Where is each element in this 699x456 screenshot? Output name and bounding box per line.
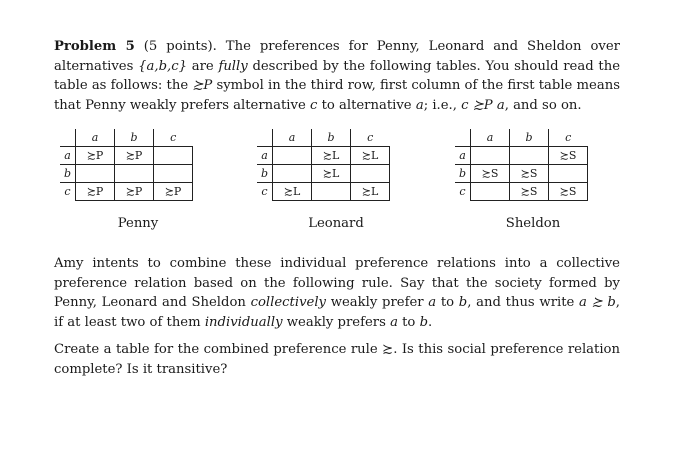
- emphasis-collectively: collectively: [250, 295, 326, 310]
- table-cell: [154, 183, 193, 201]
- intro-text: , and so on.: [504, 97, 582, 113]
- preference-symbol: ≿S: [520, 167, 538, 180]
- task-text: Create a table for the combined preference rule: [54, 342, 383, 357]
- table-cell: [351, 147, 390, 165]
- leonard-table: [257, 129, 390, 201]
- preference-symbol: ≿L: [361, 185, 379, 198]
- sheldon-table: [455, 129, 588, 201]
- row-header: a: [455, 147, 471, 165]
- preference-symbol: ≿S: [559, 185, 577, 198]
- emphasis-fully: fully: [218, 58, 248, 74]
- preference-symbol: ≿L: [322, 149, 340, 162]
- rule-text: weakly prefers: [282, 314, 391, 330]
- column-header: a: [76, 129, 115, 147]
- table-cell: [154, 165, 193, 183]
- column-header: b: [510, 129, 549, 147]
- table-cell: [115, 165, 154, 183]
- math-a: a: [390, 314, 398, 330]
- table-cell: [510, 183, 549, 201]
- table-cell: [273, 183, 312, 201]
- penny-table-caption: Penny: [117, 216, 159, 231]
- column-header: c: [351, 129, 390, 147]
- rule-text: .: [428, 314, 433, 330]
- intro-text: symbol in the third row, first column of the first table means that Penny weakly prefers alternative: [54, 78, 620, 113]
- table-cell: [471, 183, 510, 201]
- rule-paragraph: [54, 254, 620, 332]
- table-cell: [549, 165, 588, 183]
- column-header: a: [471, 129, 510, 147]
- table-cell: [154, 147, 193, 165]
- table-cell: [115, 183, 154, 201]
- table-cell: [76, 183, 115, 201]
- preference-symbol: ≿P: [125, 149, 143, 162]
- corner-cell: [257, 129, 273, 147]
- emphasis-individually: individually: [204, 314, 283, 330]
- rule-text: Amy intents to combine these individual preference relations into a collective preference relation based on the following rule. Say that the society formed by Penny, Leonard and Sheldon: [54, 256, 620, 310]
- table-cell: [312, 147, 351, 165]
- rule-text: to: [397, 314, 420, 330]
- row-header: a: [257, 147, 273, 165]
- intro-text: The preferences for Penny, Leonard and Sheldon over alternatives: [54, 39, 620, 74]
- row-header: b: [60, 165, 76, 183]
- math-b: b: [458, 295, 468, 310]
- column-header: c: [549, 129, 588, 147]
- table-cell: [273, 165, 312, 183]
- math-c: c: [309, 97, 318, 113]
- row-header: b: [257, 165, 273, 183]
- rule-text: to: [436, 295, 459, 310]
- table-cell: [76, 147, 115, 165]
- problem-statement: [54, 37, 620, 115]
- intro-text: ; i.e.,: [423, 97, 462, 113]
- problem-heading: Problem 5: [54, 39, 135, 54]
- table-cell: [351, 165, 390, 183]
- corner-cell: [60, 129, 76, 147]
- example-relation: c ≿P a: [461, 97, 505, 113]
- table-cell: [351, 183, 390, 201]
- table-cell: [312, 165, 351, 183]
- preference-symbol: ≿L: [361, 149, 379, 162]
- task-text: . Is this social preference relation complete? Is it transitive?: [54, 342, 620, 377]
- table-cell: [312, 183, 351, 201]
- row-header: c: [257, 183, 273, 201]
- preference-symbol: ≿L: [283, 185, 301, 198]
- rule-text: , if at least two of them: [54, 295, 620, 330]
- alternatives-set: {a,b,c}: [138, 58, 187, 74]
- task-paragraph: [54, 340, 620, 379]
- preference-grid: [257, 129, 390, 201]
- intro-text: described by the following tables. You should read the table as follows: the: [54, 58, 621, 93]
- preference-grid: [60, 129, 193, 201]
- combined-symbol: ≿: [382, 342, 394, 357]
- preference-symbol: ≿S: [481, 167, 499, 180]
- preference-symbol: ≿P: [125, 185, 143, 198]
- corner-cell: [455, 129, 471, 147]
- row-header: c: [455, 183, 471, 201]
- preference-symbol: ≿S: [520, 185, 538, 198]
- table-cell: [115, 147, 154, 165]
- column-header: b: [115, 129, 154, 147]
- table-cell: [549, 183, 588, 201]
- column-header: b: [312, 129, 351, 147]
- row-header: a: [60, 147, 76, 165]
- table-cell: [510, 147, 549, 165]
- math-a: a: [415, 97, 424, 113]
- row-header: c: [60, 183, 76, 201]
- row-header: b: [455, 165, 471, 183]
- intro-text: are: [186, 58, 219, 74]
- leonard-table-caption: Leonard: [308, 216, 364, 231]
- table-cell: [471, 147, 510, 165]
- preference-grid: [455, 129, 588, 201]
- problem-points: (5 points).: [143, 39, 217, 54]
- rule-text: , and thus write: [467, 295, 580, 310]
- table-cell: [549, 147, 588, 165]
- preference-symbol: ≿P: [86, 149, 104, 162]
- column-header: a: [273, 129, 312, 147]
- math-b: b: [419, 314, 429, 330]
- preference-symbol: ≿S: [559, 149, 577, 162]
- intro-text: to alternative: [317, 97, 416, 113]
- rule-text: weakly prefer: [326, 295, 429, 310]
- column-header: c: [154, 129, 193, 147]
- penny-table: [60, 129, 193, 201]
- preference-symbol: ≿P: [164, 185, 182, 198]
- math-a: a: [428, 295, 437, 310]
- table-cell: [76, 165, 115, 183]
- table-cell: [471, 165, 510, 183]
- table-cell: [273, 147, 312, 165]
- collective-relation: a ≿ b: [579, 295, 616, 310]
- preference-symbol: ≿L: [322, 167, 340, 180]
- penny-symbol: ≿P: [192, 78, 213, 93]
- preference-symbol: ≿P: [86, 185, 104, 198]
- sheldon-table-caption: Sheldon: [505, 216, 561, 231]
- table-cell: [510, 165, 549, 183]
